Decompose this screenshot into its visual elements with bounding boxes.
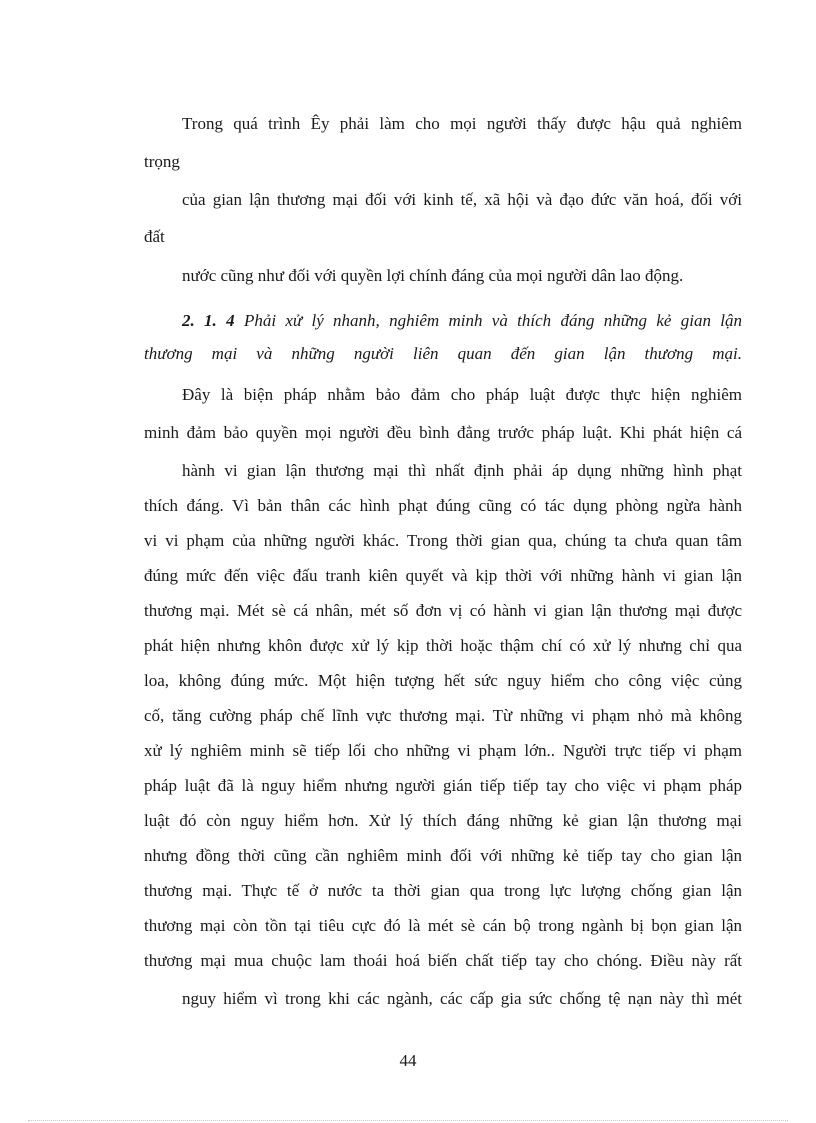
text-line: vi vi phạm của những người khác. Trong thời gian qua, chúng ta chưa quan tâm xyxy=(144,531,742,550)
text-line: nhưng đồng thời cũng cần nghiêm minh đối với những kẻ tiếp tay cho gian lận xyxy=(144,846,742,865)
text-line: thương mại. Mét sè cá nhân, mét số đơn vị có hành vi gian lận thương mại được xyxy=(144,601,742,620)
text-line: nguy hiểm vì trong khi các ngành, các cấp gia sức chống tệ nạn này thì mét xyxy=(182,989,742,1008)
text-line: đúng mức đến việc đấu tranh kiên quyết và kịp thời với những hành vi gian lận xyxy=(144,566,742,585)
text-line: cố, tăng cường pháp chế lĩnh vực thương mại. Từ những vi phạm nhỏ mà không xyxy=(144,706,742,725)
text-line: đất xyxy=(144,227,165,246)
text-line: hành vi gian lận thương mại thì nhất định phải áp dụng những hình phạt xyxy=(182,461,742,480)
text-line: trọng xyxy=(144,152,180,171)
text-line: luật đó còn nguy hiểm hơn. Xử lý thích đáng những kẻ gian lận thương mại xyxy=(144,811,742,830)
page-number: 44 xyxy=(399,1051,417,1070)
text-line: thương mại còn tồn tại tiêu cực đó là mét sè cán bộ trong ngành bị bọn gian lận xyxy=(144,916,742,935)
text-line: nước cũng như đối với quyền lợi chính đáng của mọi người dân lao động. xyxy=(182,266,684,285)
section-heading-text: Phải xử lý nhanh, nghiêm minh và thích đáng những kẻ gian lận xyxy=(243,311,742,330)
text-line: Trong quá trình Êy phải làm cho mọi người thấy được hậu quả nghiêm xyxy=(182,114,742,133)
text-line: xử lý nghiêm minh sẽ tiếp lối cho những vi phạm lớn.. Người trực tiếp vi phạm xyxy=(144,741,742,760)
text-line: phát hiện nhưng khôn được xử lý kịp thời hoặc thậm chí có xử lý nhưng chỉ qua xyxy=(144,636,742,655)
section-number: 2. 1. 4 xyxy=(182,311,235,330)
text-line: loa, không đúng mức. Một hiện tượng hết sức nguy hiểm cho công việc củng xyxy=(144,671,742,690)
text-line: pháp luật đã là nguy hiểm nhưng người gián tiếp tiếp tay cho việc vi phạm pháp xyxy=(144,776,742,795)
section-heading xyxy=(182,310,742,332)
text-line: thương mại mua chuộc lam thoái hoá biến chất tiếp tay cho chóng. Điều này rất xyxy=(144,951,742,970)
text-line: Đây là biện pháp nhằm bảo đảm cho pháp luật được thực hiện nghiêm xyxy=(182,385,742,404)
footer-dotted-rule xyxy=(28,1120,788,1121)
text-line: của gian lận thương mại đối với kinh tế, xã hội và đạo đức văn hoá, đối với xyxy=(182,190,742,209)
text-line: thích đáng. Vì bản thân các hình phạt đúng cũng có tác dụng phòng ngừa hành xyxy=(144,496,742,515)
text-line: thương mại. Thực tế ở nước ta thời gian qua trong lực lượng chống gian lận xyxy=(144,881,742,900)
text-line: minh đảm bảo quyền mọi người đều bình đẳng trước pháp luật. Khi phát hiện cá xyxy=(144,423,742,442)
section-heading-continued: thương mại và những người liên quan đến gian lận thương mại. xyxy=(144,344,742,363)
